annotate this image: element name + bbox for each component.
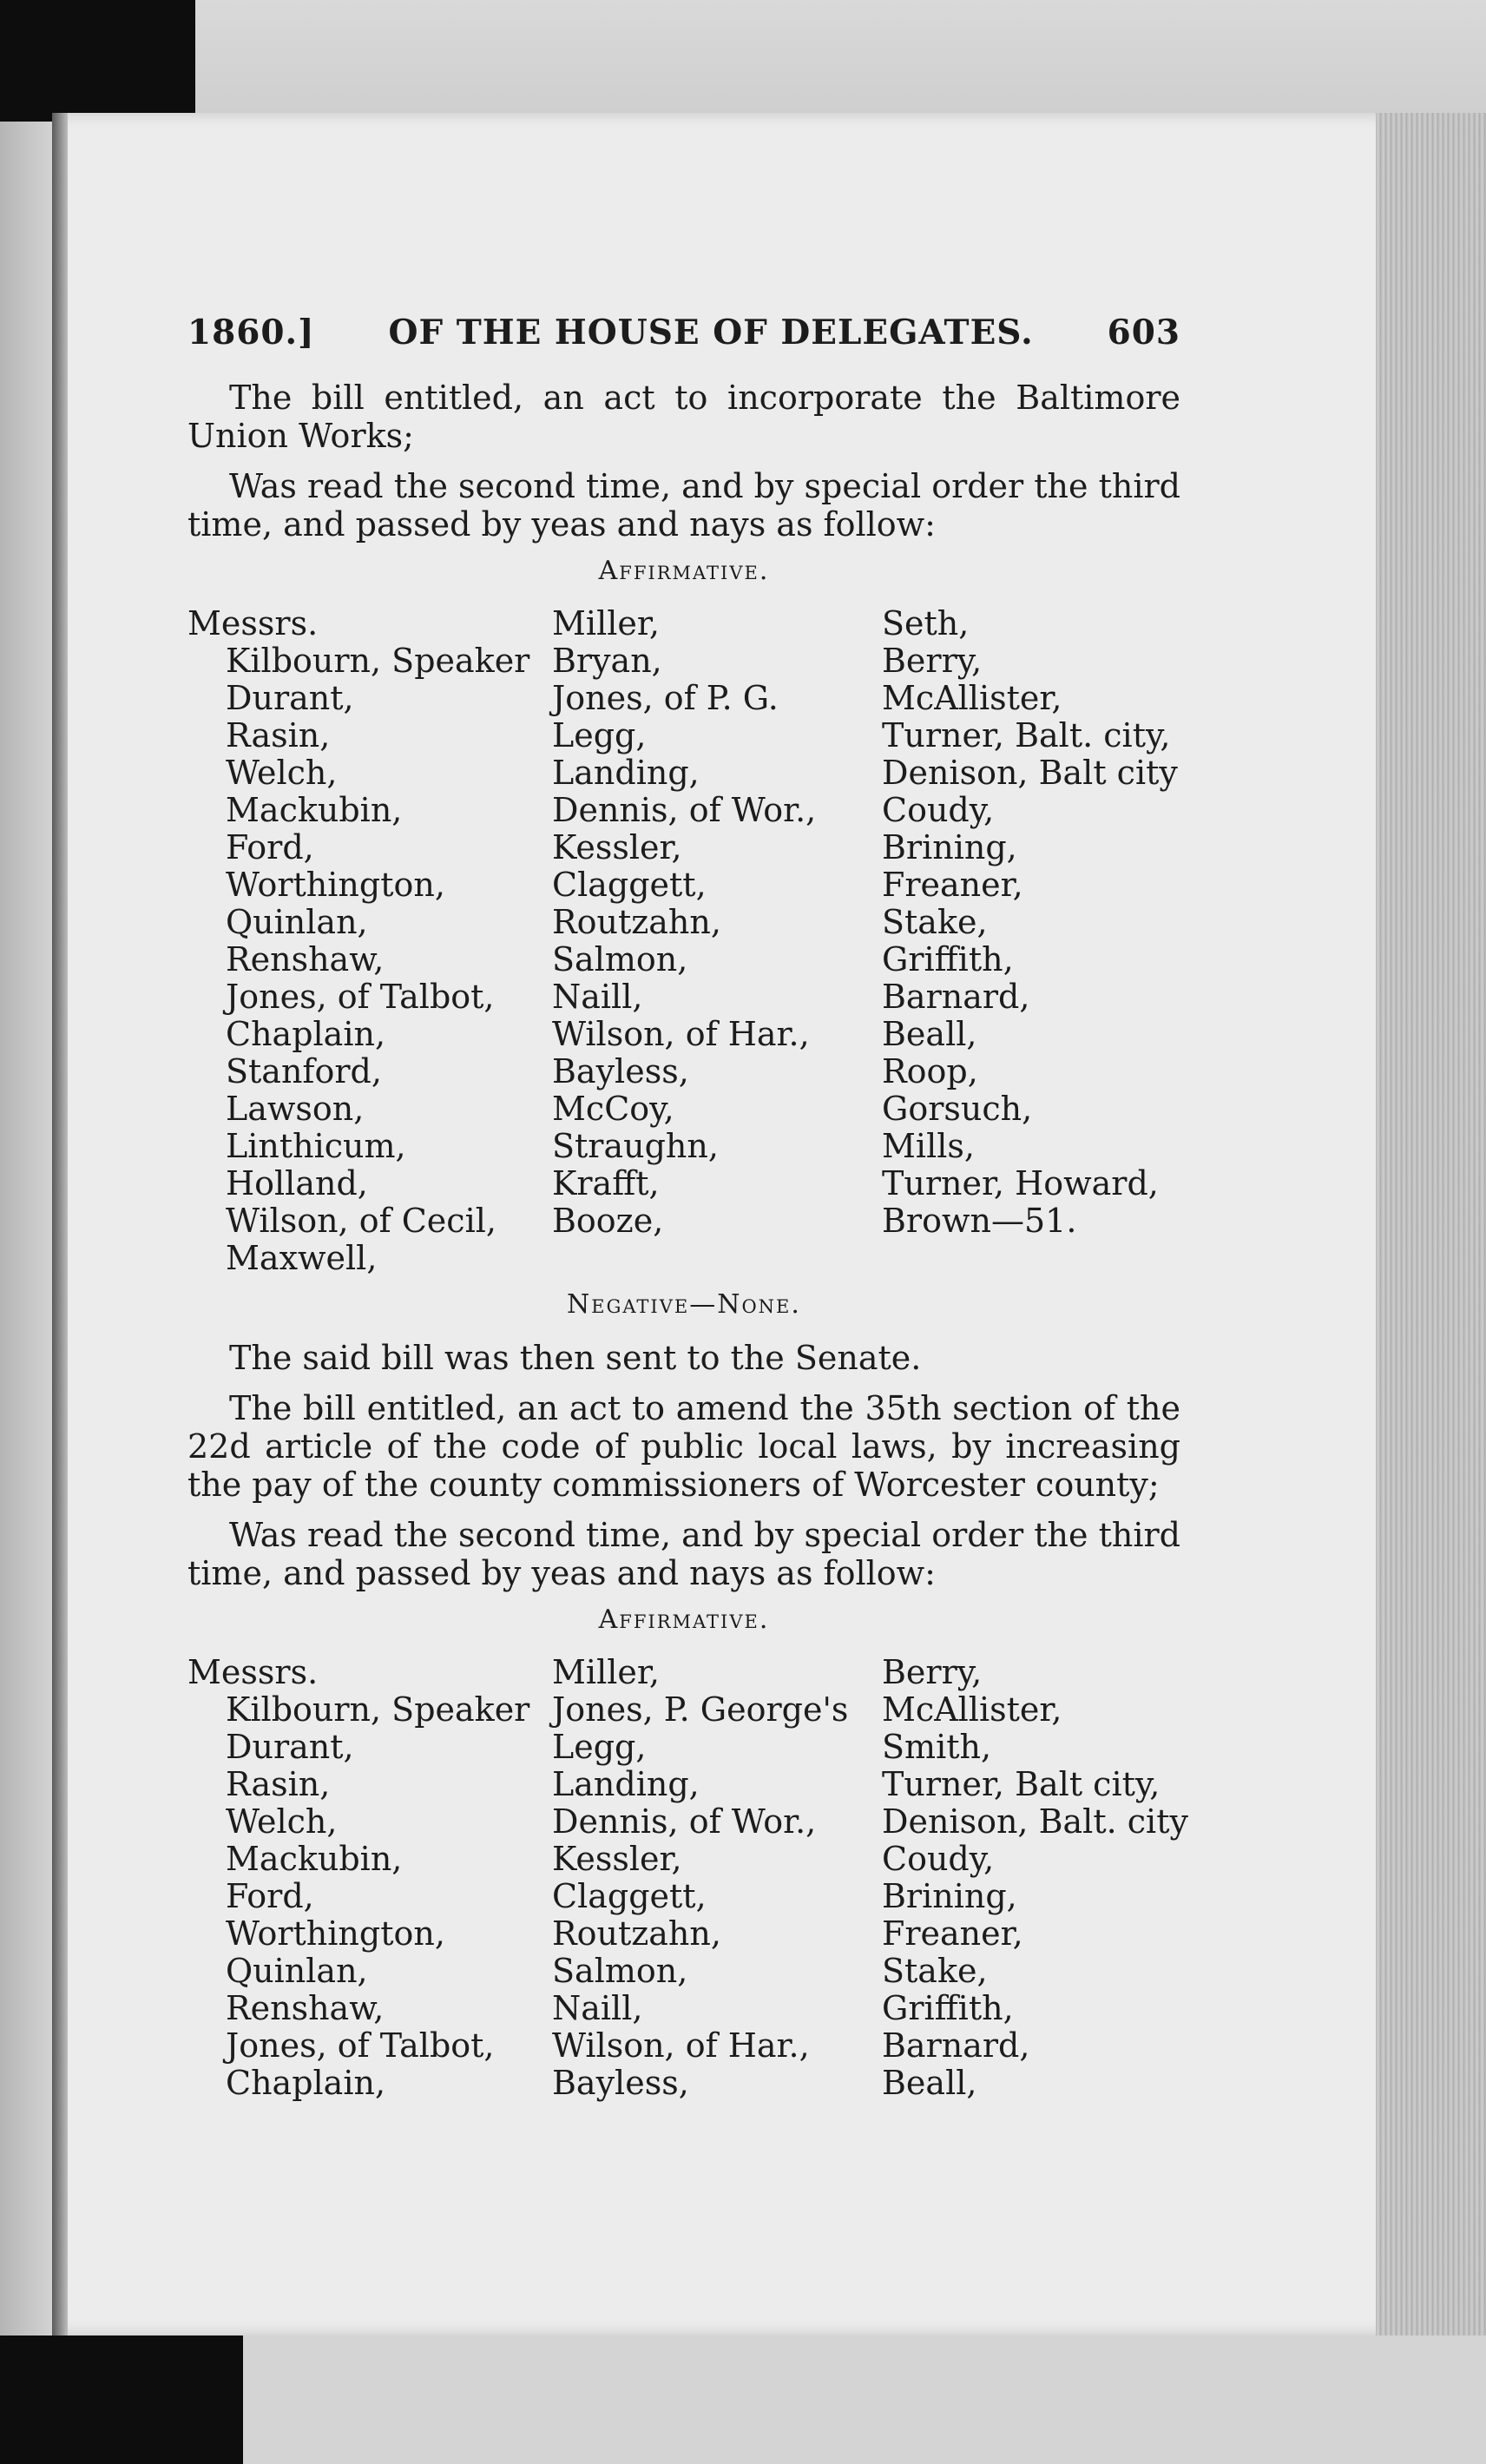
member-name: Coudy, <box>882 791 995 829</box>
member-name: Berry, <box>882 1653 983 1691</box>
member-name: Bayless, <box>552 1052 689 1090</box>
member-name: Lawson, <box>226 1090 365 1128</box>
member-name: Wilson, of Cecil, <box>226 1202 496 1240</box>
member-name: Gorsuch, <box>882 1090 1033 1128</box>
member-name: Krafft, <box>552 1164 660 1202</box>
member-name: Barnard, <box>882 978 1030 1016</box>
member-name: Ford, <box>226 1877 314 1915</box>
member-name: Berry, <box>882 642 983 680</box>
bill2-affirmative-heading: Affirmative. <box>598 1604 770 1635</box>
member-name: Miller, <box>552 604 660 642</box>
member-name: Welch, <box>226 754 338 792</box>
member-name: Salmon, <box>552 940 688 978</box>
member-name: Mackubin, <box>226 791 403 829</box>
bill1-roll-call <box>187 605 1180 1277</box>
scan-corner-bottom <box>0 2336 243 2464</box>
member-name: Beall, <box>882 2064 977 2102</box>
member-name: Quinlan, <box>226 903 368 941</box>
member-name: Brining, <box>882 1877 1017 1915</box>
member-name: Kessler, <box>552 1840 682 1878</box>
member-name: Routzahn, <box>552 903 721 941</box>
member-name: Claggett, <box>552 866 707 904</box>
member-name: Denison, Balt. city <box>882 1802 1188 1841</box>
bill2-roll-column-3 <box>882 1653 1188 2102</box>
member-name: Straughn, <box>552 1127 719 1165</box>
member-name: Booze, <box>552 1202 664 1240</box>
member-name: Mills, <box>882 1127 975 1165</box>
bill1-affirmative-heading: Affirmative. <box>598 556 770 586</box>
member-name: Quinlan, <box>226 1952 368 1990</box>
bill1-title: The bill entitled, an act to incorporate the Baltimore Union Works; <box>187 379 1180 455</box>
bill2-title: The bill entitled, an act to amend the 35th section of the 22d article of the code of public local laws, by increasing the pay of the county commissioners of Worcester county; <box>187 1389 1180 1504</box>
member-name: Denison, Balt city <box>882 754 1178 792</box>
member-name: Griffith, <box>882 1989 1014 2027</box>
member-name: Worthington, <box>226 1914 445 1953</box>
member-name: Landing, <box>552 1765 700 1803</box>
member-name: Rasin, <box>226 716 331 754</box>
page-number: 603 <box>1107 313 1180 352</box>
member-name: Holland, <box>226 1164 368 1202</box>
member-name: Naill, <box>552 978 643 1016</box>
member-name: Messrs. <box>187 1653 319 1691</box>
running-head <box>187 313 1180 352</box>
bill1-result: The said bill was then sent to the Senate. <box>229 1339 922 1377</box>
member-name: Chaplain, <box>226 2064 386 2102</box>
member-name: Jones, of Talbot, <box>226 978 495 1016</box>
bill1-roll-column-1 <box>187 605 552 1277</box>
member-name: Jones, P. George's <box>552 1690 849 1729</box>
member-name: Salmon, <box>552 1952 688 1990</box>
member-name: Durant, <box>226 679 354 717</box>
member-name: Legg, <box>552 1728 647 1766</box>
member-name: Kessler, <box>552 828 682 866</box>
member-name: Renshaw, <box>226 940 385 978</box>
member-name: Durant, <box>226 1728 354 1766</box>
member-name: Jones, of P. G. <box>552 679 779 717</box>
binding-strip <box>0 122 52 2336</box>
member-name: Griffith, <box>882 940 1014 978</box>
member-name: Barnard, <box>882 2026 1030 2065</box>
scan-background-top <box>195 0 1486 113</box>
member-name: Turner, Balt city, <box>882 1765 1161 1803</box>
member-name: Stanford, <box>226 1052 382 1090</box>
member-name: Seth, <box>882 604 970 642</box>
member-name: Freaner, <box>882 1914 1023 1953</box>
header-year: 1860.] <box>187 313 315 352</box>
member-name: McAllister, <box>882 679 1062 717</box>
bill1-reading: Was read the second time, and by special order the third time, and passed by yeas and nays as follow: <box>187 467 1180 544</box>
member-name: Brown—51. <box>882 1202 1077 1240</box>
member-name: Bayless, <box>552 2064 689 2102</box>
header-title: OF THE HOUSE OF DELEGATES. <box>388 313 1034 352</box>
member-name: Dennis, of Wor., <box>552 791 817 829</box>
member-name: Wilson, of Har., <box>552 2026 810 2065</box>
member-name: Landing, <box>552 754 700 792</box>
member-name: Messrs. <box>187 604 319 642</box>
page-fore-edge <box>1376 113 1486 2336</box>
bill2-roll-column-2 <box>552 1654 882 2102</box>
member-name: Miller, <box>552 1653 660 1691</box>
member-name: Renshaw, <box>226 1989 385 2027</box>
member-name: Bryan, <box>552 642 662 680</box>
member-name: McAllister, <box>882 1690 1062 1729</box>
member-name: Mackubin, <box>226 1840 403 1878</box>
page-gutter <box>52 113 68 2336</box>
member-name: Claggett, <box>552 1877 707 1915</box>
bill1-roll-column-3 <box>882 605 1180 1277</box>
member-name: Ford, <box>226 828 314 866</box>
member-name: Brining, <box>882 828 1017 866</box>
member-name: McCoy, <box>552 1090 674 1128</box>
bill2-reading: Was read the second time, and by special order the third time, and passed by yeas and nays as follow: <box>187 1516 1180 1592</box>
scan-corner-top <box>0 0 195 122</box>
member-name: Wilson, of Har., <box>552 1015 810 1053</box>
bill1-roll-column-2 <box>552 605 882 1277</box>
bill2-roll-column-1 <box>187 1654 552 2102</box>
page-text-block <box>187 313 1188 2114</box>
member-name: Linthicum, <box>226 1127 406 1165</box>
member-name: Worthington, <box>226 866 445 904</box>
member-name: Routzahn, <box>552 1914 721 1953</box>
bill2-roll-call <box>187 1653 1188 2102</box>
member-name: Dennis, of Wor., <box>552 1802 817 1841</box>
member-name: Chaplain, <box>226 1015 386 1053</box>
member-name: Rasin, <box>226 1765 331 1803</box>
member-name: Kilbourn, Speaker <box>226 1690 530 1729</box>
member-name: Naill, <box>552 1989 643 2027</box>
member-name: Beall, <box>882 1015 977 1053</box>
member-name: Kilbourn, Speaker <box>226 642 530 680</box>
member-name: Stake, <box>882 903 988 941</box>
member-name: Coudy, <box>882 1840 995 1878</box>
member-name: Roop, <box>882 1052 978 1090</box>
bill1-negative: Negative—None. <box>567 1289 801 1320</box>
member-name: Turner, Balt. city, <box>882 716 1171 754</box>
member-name: Welch, <box>226 1802 338 1841</box>
member-name: Maxwell, <box>226 1239 378 1277</box>
member-name: Freaner, <box>882 866 1023 904</box>
member-name: Legg, <box>552 716 647 754</box>
member-name: Turner, Howard, <box>882 1164 1159 1202</box>
member-name: Jones, of Talbot, <box>226 2026 495 2065</box>
member-name: Stake, <box>882 1952 988 1990</box>
member-name: Smith, <box>882 1728 992 1766</box>
